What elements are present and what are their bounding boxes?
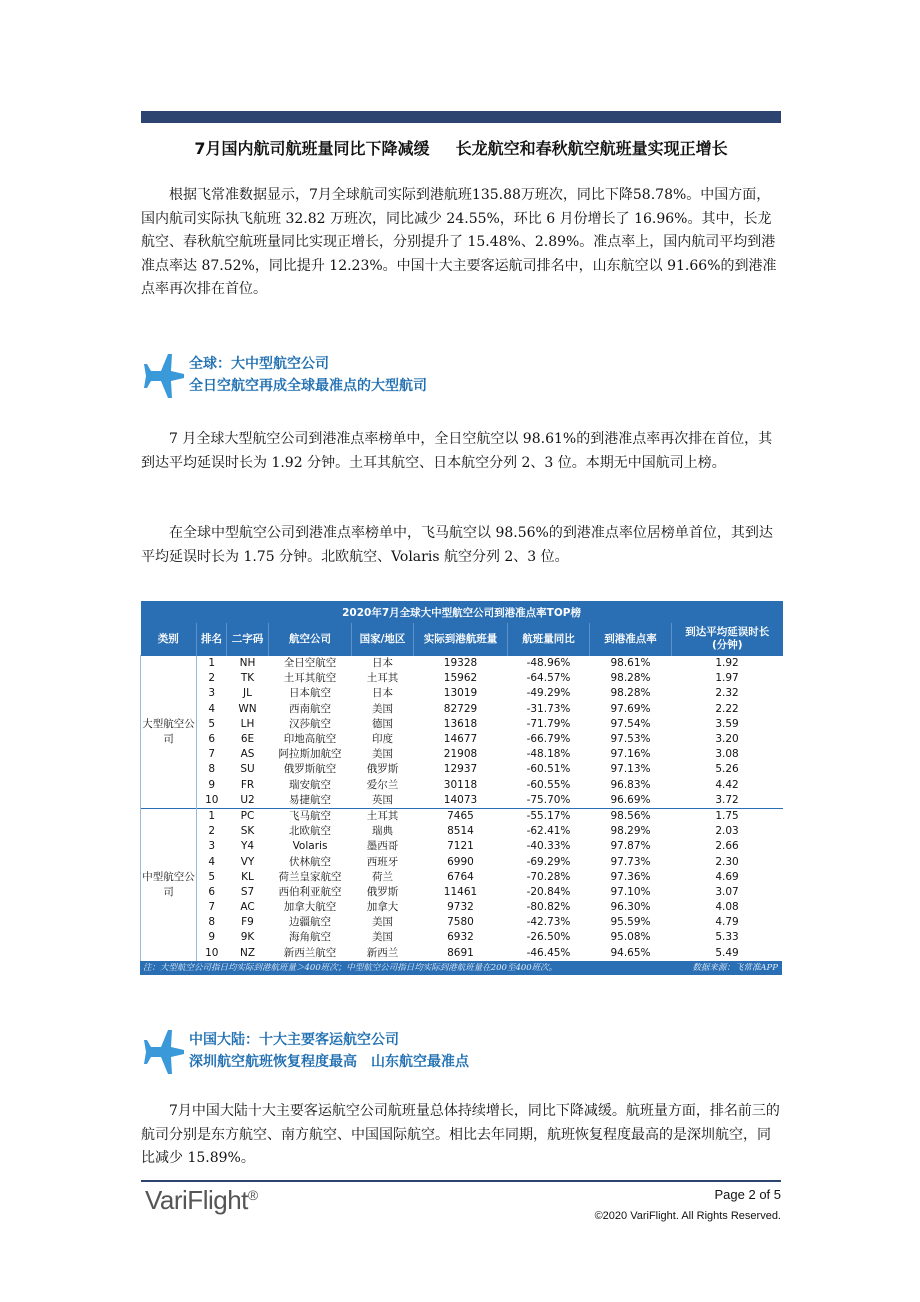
table-cell: 7 (208, 748, 216, 761)
table-cell: Volaris (292, 840, 328, 853)
table-cell: 2 (208, 825, 216, 838)
global-large-paragraph: 7 月全球大型航空公司到港准点率榜单中，全日空航空以 98.61%的到港准点率再次排在首位，其到达平均延误时长为 1.92 分钟。土耳其航空、日本航空分列 2、3 位。本期无中国航司上榜。 (141, 431, 773, 471)
table-cell: 飞马航空 (269, 808, 352, 824)
footer-divider (141, 1180, 781, 1182)
table-cell: 俄罗斯 (366, 763, 399, 776)
table-cell: 2.03 (715, 825, 739, 838)
table-cell: 全日空航空 (269, 656, 352, 672)
table-cell: LH (240, 717, 255, 730)
table-cell: 4.69 (715, 870, 739, 883)
table-cell: 加拿大 (366, 901, 399, 914)
table-cell: 6932 (447, 931, 474, 944)
table-cell: S7 (240, 885, 255, 898)
table-cell: -48.18% (526, 748, 571, 761)
table-footnote: 注：大型航空公司指日均实际到港航班量＞400班次；中型航空公司指日均实际到港航班量在200至400班次。 (143, 962, 558, 973)
column-header: 类别 (141, 623, 197, 656)
table-footer (140, 961, 782, 975)
table-cell: 加拿大航空 (283, 901, 337, 914)
table-cell: 96.83% (610, 778, 651, 791)
table-cell: 9 (208, 778, 216, 791)
headline-part-2: 长龙航空和春秋航空航班量实现正增长 (455, 139, 728, 158)
table-cell: 3 (208, 840, 216, 853)
table-cell: AC (240, 901, 255, 914)
page-number: Page 2 of 5 (714, 1187, 781, 1202)
table-cell: 边疆航空 (289, 916, 331, 929)
table-cell: 3.08 (715, 748, 739, 761)
table-cell: 荷兰 (372, 870, 393, 883)
table-cell: 5.26 (715, 763, 739, 776)
table-cell: 98.28% (610, 687, 651, 700)
table-cell: 13618 (443, 717, 478, 730)
table-cell: 瑞安航空 (289, 778, 331, 791)
table-row (141, 824, 783, 839)
table-cell: 1.97 (715, 672, 739, 685)
table-cell: KL (241, 870, 254, 883)
table-cell: 98.28% (610, 672, 651, 685)
table-cell: 2 (208, 672, 216, 685)
table-cell: 土耳其 (366, 672, 399, 685)
table-cell: 96.69% (610, 793, 651, 806)
table-row (141, 839, 783, 854)
table-cell: 1.75 (672, 808, 783, 824)
category-cell: 大型航空公司 (141, 656, 197, 809)
table-row (141, 656, 783, 672)
table-cell: -66.79% (526, 733, 571, 746)
table-cell: -40.33% (526, 840, 571, 853)
table-row (141, 870, 783, 885)
table-cell: 日本航空 (289, 687, 331, 700)
table-cell: 98.61% (590, 656, 672, 672)
table-row (141, 946, 783, 961)
table-cell: -70.28% (526, 870, 571, 883)
table-cell: 97.16% (610, 748, 651, 761)
page-headline (141, 136, 781, 159)
table-cell: VY (240, 855, 255, 868)
table-row (141, 915, 783, 930)
table-cell: 美国 (372, 916, 393, 929)
table-cell: 伏林航空 (289, 855, 331, 868)
table-cell: -46.45% (526, 946, 571, 959)
table-cell: 西南航空 (289, 702, 331, 715)
table-row (141, 702, 783, 717)
section-heading-global (141, 353, 781, 403)
variflight-logo (145, 1185, 258, 1216)
table-cell: -80.82% (526, 901, 571, 914)
table-cell: 8514 (447, 825, 474, 838)
table-cell: 8691 (447, 946, 474, 959)
table-cell: 美国 (372, 931, 393, 944)
table-cell: NH (227, 656, 269, 672)
table-cell: 21908 (443, 748, 478, 761)
table-cell: 6990 (447, 855, 474, 868)
logo-mark: ® (247, 1187, 258, 1203)
table-cell: 德国 (372, 717, 393, 730)
table-cell: 2.30 (715, 855, 739, 868)
table-cell: 5.49 (715, 946, 739, 959)
table-cell: 6E (240, 733, 255, 746)
table-cell: 1 (197, 656, 227, 672)
table-cell: 3.20 (715, 733, 739, 746)
table-cell: 30118 (443, 778, 478, 791)
table-cell: -48.96% (508, 656, 590, 672)
category-cell: 中型航空公司 (141, 808, 197, 960)
table-row (141, 671, 783, 686)
table-cell: 美国 (372, 748, 393, 761)
table-title: 2020年7月全球大中型航空公司到港准点率TOP榜 (141, 601, 783, 623)
table-cell: 易捷航空 (289, 793, 331, 806)
table-cell: 7465 (414, 808, 508, 824)
table-cell: 4 (208, 702, 216, 715)
table-cell: 西伯利亚航空 (278, 885, 342, 898)
table-cell: AS (240, 748, 255, 761)
table-cell: 10 (205, 946, 219, 959)
table-cell: -64.57% (526, 672, 571, 685)
table-cell: 6764 (447, 870, 474, 883)
table-cell: 日本 (372, 687, 393, 700)
table-cell: 土耳其航空 (283, 672, 337, 685)
table-cell: -60.55% (526, 778, 571, 791)
section-heading-china (141, 1029, 781, 1079)
table-cell: 5 (208, 870, 216, 883)
table-cell: 4 (208, 855, 216, 868)
intro-paragraph: 根据飞常准数据显示，7月全球航司实际到港航班135.88万班次，同比下降58.78%。中国方面，国内航司实际执飞航班 32.82 万班次，同比减少 24.55%，环比 6 月份增长了 16.96%。其中，长龙航空、春秋航空航班量同比实现正增长，分别提升了 15.48%、2.89%。准点率上，国内航司平均到港准点率达 87.52%，同比提升 12.23%。中国十大主要客运航司排名中，山东航空以 91.66%的到港准点率再次排在首位。 (141, 187, 777, 297)
column-header: 航班量同比 (508, 623, 590, 656)
table-cell: 98.56% (590, 808, 672, 824)
table-cell: 10 (205, 793, 219, 806)
table-cell: 英国 (372, 793, 393, 806)
table-cell: 7121 (447, 840, 474, 853)
table-cell: 3.72 (715, 793, 739, 806)
table-cell: 14677 (443, 733, 478, 746)
table-cell: 墨西哥 (366, 840, 399, 853)
table-cell: -55.17% (508, 808, 590, 824)
table-cell: 97.36% (610, 870, 651, 883)
column-header: 到港准点率 (590, 623, 672, 656)
china-paragraph: 7月中国大陆十大主要客运航空公司航班量总体持续增长，同比下降减缓。航班量方面，排名前三的航司分别是东方航空、南方航空、中国国际航空。相比去年同期，航班恢复程度最高的是深圳航空，同比减少 15.89%。 (141, 1103, 780, 1166)
section-title: 中国大陆：十大主要客运航空公司 (189, 1032, 399, 1048)
table-cell: 3 (208, 687, 216, 700)
table-row (141, 717, 783, 732)
copyright: ©2020 VariFlight. All Rights Reserved. (594, 1210, 781, 1222)
table-row (141, 808, 783, 824)
table-cell: 97.69% (610, 702, 651, 715)
ranking-table-container (140, 601, 782, 975)
table-cell: 海角航空 (289, 931, 331, 944)
column-header: 实际到港航班量 (414, 623, 508, 656)
table-cell: 新西兰 (366, 946, 399, 959)
table-row (141, 900, 783, 915)
airplane-icon (141, 1029, 185, 1075)
column-header-line: 到达平均延误时长 (685, 626, 770, 638)
table-source: 数据来源：飞常准APP (692, 962, 778, 973)
table-cell: -75.70% (526, 793, 571, 806)
table-cell: -69.29% (526, 855, 571, 868)
table-cell: 4.42 (715, 778, 739, 791)
table-cell: 2.22 (715, 702, 739, 715)
column-header-line: (分钟) (711, 639, 743, 651)
table-cell: 13019 (443, 687, 478, 700)
table-cell: 2.66 (715, 840, 739, 853)
table-cell: 97.13% (610, 763, 651, 776)
table-cell: SK (240, 825, 255, 838)
table-cell: 1 (197, 808, 227, 824)
table-cell: 82729 (443, 702, 478, 715)
table-cell: 土耳其 (352, 808, 414, 824)
column-header: 排名 (197, 623, 227, 656)
table-cell: 瑞典 (372, 825, 393, 838)
column-header: 国家/地区 (352, 623, 414, 656)
table-cell: 荷兰皇家航空 (278, 870, 342, 883)
table-cell: -42.73% (526, 916, 571, 929)
table-cell: 14073 (443, 793, 478, 806)
column-header: 航空公司 (269, 623, 352, 656)
table-cell: 新西兰航空 (283, 946, 337, 959)
table-cell: F9 (241, 916, 254, 929)
table-cell: 3.59 (715, 717, 739, 730)
column-header: 二字码 (227, 623, 269, 656)
table-cell: 97.87% (610, 840, 651, 853)
table-cell: 95.59% (610, 916, 651, 929)
table-cell: 8 (208, 763, 216, 776)
global-medium-paragraph: 在全球中型航空公司到港准点率榜单中，飞马航空以 98.56%的到港准点率位居榜单首位，其到达平均延误时长为 1.75 分钟。北欧航空、Volaris 航空分列 2、3 位。 (141, 525, 773, 565)
table-cell: 6 (208, 885, 216, 898)
table-cell: -20.84% (526, 885, 571, 898)
table-cell: 7580 (447, 916, 474, 929)
table-cell: SU (240, 763, 255, 776)
table-cell: 98.29% (610, 825, 651, 838)
table-cell: 96.30% (610, 901, 651, 914)
section-title: 全球：大中型航空公司 (189, 356, 329, 372)
table-cell: -31.73% (526, 702, 571, 715)
table-cell: TK (240, 672, 255, 685)
table-cell: 9 (208, 931, 216, 944)
section-subtitle: 全日空航空再成全球最准点的大型航司 (189, 378, 427, 394)
table-cell: -49.29% (526, 687, 571, 700)
table-cell: NZ (239, 946, 256, 959)
table-cell: 西班牙 (366, 855, 399, 868)
logo-text: VariFlight (145, 1185, 248, 1215)
table-cell: 印地高航空 (283, 733, 337, 746)
table-row (141, 778, 783, 793)
table-row (141, 747, 783, 762)
table-cell: 俄罗斯航空 (283, 763, 337, 776)
table-cell: 1.92 (672, 656, 783, 672)
table-cell: 97.54% (610, 717, 651, 730)
table-cell: 6 (208, 733, 216, 746)
table-row (141, 885, 783, 900)
table-cell: 9732 (447, 901, 474, 914)
table-cell: -62.41% (526, 825, 571, 838)
table-cell: -60.51% (526, 763, 571, 776)
table-cell: 北欧航空 (289, 825, 331, 838)
table-cell: 94.65% (610, 946, 651, 959)
ranking-table (140, 601, 783, 961)
table-cell: 8 (208, 916, 216, 929)
table-row (141, 793, 783, 809)
table-cell: WN (238, 702, 257, 715)
table-cell: 15962 (443, 672, 478, 685)
table-cell: FR (240, 778, 255, 791)
table-cell: 7 (208, 901, 216, 914)
table-cell: 3.07 (715, 885, 739, 898)
table-cell: 阿拉斯加航空 (278, 748, 342, 761)
table-cell: Y4 (240, 840, 255, 853)
table-cell: 2.32 (715, 687, 739, 700)
table-cell: 95.08% (610, 931, 651, 944)
table-cell: 印度 (372, 733, 393, 746)
table-cell: 汉莎航空 (289, 717, 331, 730)
table-row (141, 732, 783, 747)
table-body (141, 656, 783, 961)
table-cell: -71.79% (526, 717, 571, 730)
table-cell: 4.79 (715, 916, 739, 929)
table-cell: 爱尔兰 (366, 778, 399, 791)
table-cell: 11461 (443, 885, 478, 898)
table-cell: -26.50% (526, 931, 571, 944)
headline-part-1: 7月国内航司航班量同比下降减缓 (194, 139, 430, 158)
table-cell: 97.53% (610, 733, 651, 746)
airplane-icon (141, 353, 185, 399)
table-row (141, 854, 783, 869)
table-cell: 4.08 (715, 901, 739, 914)
table-cell: 日本 (352, 656, 414, 672)
table-cell: 97.10% (610, 885, 651, 898)
table-row (141, 686, 783, 701)
table-cell: 19328 (414, 656, 508, 672)
table-cell: 俄罗斯 (366, 885, 399, 898)
table-row (141, 930, 783, 945)
table-row (141, 762, 783, 777)
table-cell: 9K (240, 931, 255, 944)
header-bar (141, 111, 781, 123)
table-cell: 美国 (372, 702, 393, 715)
table-cell: 5.33 (715, 931, 739, 944)
column-header-delay (672, 623, 783, 656)
table-cell: 5 (208, 717, 216, 730)
table-cell: 97.73% (610, 855, 651, 868)
table-cell: PC (227, 808, 269, 824)
table-cell: U2 (240, 793, 255, 806)
section-subtitle: 深圳航空航班恢复程度最高 山东航空最准点 (189, 1054, 469, 1070)
table-cell: JL (243, 687, 252, 700)
table-cell: 12937 (443, 763, 478, 776)
